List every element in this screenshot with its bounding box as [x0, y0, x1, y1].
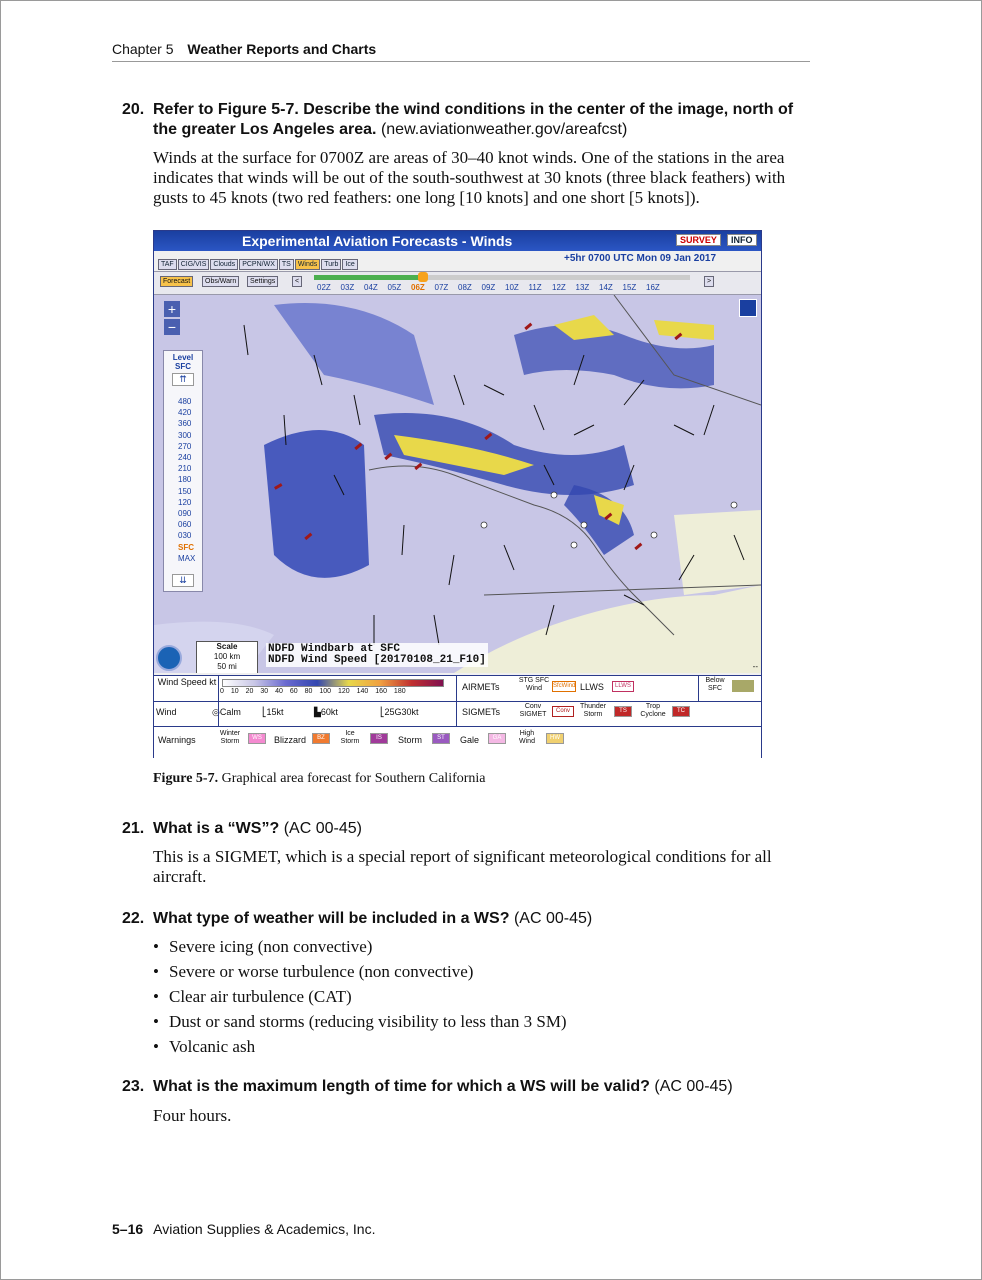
airmet-stg-label: STG SFC Wind	[518, 677, 550, 692]
storm-label: Storm	[398, 735, 423, 745]
question-22	[122, 909, 812, 929]
speed-tick: 100	[319, 688, 332, 695]
wind-15kt: ⎣15kt	[262, 707, 284, 717]
question-text: What is a “WS”?	[153, 820, 280, 837]
map-scale	[196, 641, 258, 673]
wind-gust-label: 25G30kt	[384, 707, 419, 717]
speed-tick: 160	[375, 688, 387, 695]
ts-swatch: TS	[614, 706, 632, 717]
next-hour-button[interactable]: >	[704, 276, 714, 287]
wind-calm: ◎Calm	[212, 707, 241, 717]
wind-speed-label: Wind Speed kt	[157, 677, 217, 687]
level-item[interactable]: 300	[178, 430, 192, 440]
level-item[interactable]: 210	[178, 464, 192, 474]
tab-winds[interactable]: Winds	[295, 259, 320, 270]
hour-label[interactable]: 16Z	[646, 283, 660, 292]
survey-button[interactable]: SURVEY	[676, 234, 721, 246]
corner-mark: --	[752, 662, 758, 671]
level-item[interactable]: 240	[178, 453, 192, 463]
speed-tick: 0	[220, 688, 224, 695]
speed-tick: 180	[393, 688, 406, 695]
question-number: 21.	[122, 820, 145, 837]
wind-60kt: ▙60kt	[314, 707, 338, 717]
question-text: Refer to Figure 5-7. Describe the wind conditions in the center of the image, north of the greater Los Angeles area.	[153, 101, 794, 138]
legend-divider	[456, 676, 457, 726]
hour-label[interactable]: 08Z	[458, 283, 472, 292]
level-item[interactable]: 420	[178, 408, 192, 418]
tab-settings[interactable]: Settings	[247, 276, 278, 287]
figure-caption	[153, 771, 486, 787]
speed-ticks	[220, 688, 406, 695]
hour-label[interactable]: 09Z	[481, 283, 496, 292]
hour-label[interactable]: 10Z	[505, 283, 519, 292]
hour-label[interactable]: 15Z	[622, 283, 637, 292]
question-23	[122, 1077, 812, 1097]
speed-tick: 140	[356, 688, 369, 695]
level-list	[178, 396, 195, 564]
llws-swatch: LLWS	[612, 681, 634, 692]
below-sfc-swatch	[732, 680, 754, 692]
question-number: 20.	[122, 101, 145, 118]
below-sfc-label: Below SFC	[705, 677, 725, 692]
st-swatch: ST	[432, 733, 450, 744]
ice-storm-label: Ice Storm	[340, 730, 360, 745]
time-bar	[154, 271, 761, 295]
question-source: (AC 00-45)	[283, 820, 362, 837]
caption-label: Figure 5-7.	[153, 771, 219, 786]
llws-label: LLWS	[580, 682, 604, 692]
question-21	[122, 819, 812, 839]
level-item[interactable]: 360	[178, 419, 192, 429]
tab-obs-warn[interactable]: Obs/Warn	[202, 276, 239, 287]
header-rule	[112, 61, 810, 62]
wind-60kt-label: 60kt	[320, 707, 338, 717]
level-item[interactable]: 480	[178, 397, 192, 406]
wind-15kt-label: 15kt	[266, 707, 284, 717]
product-line-1: NDFD Windbarb at SFC	[268, 643, 401, 655]
wind-calm-label: Calm	[219, 707, 241, 717]
tab-ice[interactable]: Ice	[342, 259, 357, 270]
answer-21: This is a SIGMET, which is a special report of significant meteorological conditions for all aircraft.	[153, 847, 772, 886]
sigmets-label: SIGMETs	[462, 707, 501, 717]
is-swatch: IS	[370, 733, 388, 744]
map-legend	[154, 675, 761, 758]
speed-tick: 40	[275, 688, 283, 695]
level-item[interactable]: 120	[178, 497, 192, 507]
zoom-in-button[interactable]: +	[164, 301, 180, 317]
conv-sigmet-label: Conv SIGMET	[519, 703, 547, 718]
level-panel	[163, 350, 203, 592]
level-item-current[interactable]: SFC	[178, 542, 194, 552]
question-number: 22.	[122, 910, 145, 927]
warnings-label: Warnings	[158, 735, 196, 745]
level-value: SFC	[175, 362, 191, 371]
scale-km: 100 km	[213, 652, 241, 661]
conv-swatch: Conv	[552, 706, 574, 717]
zoom-out-button[interactable]: −	[164, 319, 180, 335]
list-item: • Severe or worse turbulence (non convective)	[153, 959, 793, 984]
page-number: 5–16	[112, 1221, 144, 1237]
product-line-2: NDFD Wind Speed [20170108_21_F10]	[268, 654, 486, 666]
map-graphic	[154, 295, 761, 673]
time-slider-track[interactable]	[314, 275, 690, 280]
level-item[interactable]: 060	[178, 520, 192, 530]
list-item: • Volcanic ash	[153, 1034, 793, 1059]
chapter-title: Weather Reports and Charts	[187, 41, 377, 57]
question-source: (AC 00-45)	[654, 1078, 733, 1095]
hour-label[interactable]: 07Z	[434, 283, 449, 292]
scale-label: Scale	[216, 642, 238, 651]
question-text: What is the maximum length of time for which a WS will be valid?	[153, 1078, 650, 1095]
hour-label[interactable]: 11Z	[528, 283, 542, 292]
level-item[interactable]: 150	[178, 486, 192, 496]
expand-icon[interactable]	[739, 299, 757, 317]
hour-label[interactable]: 14Z	[599, 283, 613, 292]
legend-divider	[218, 676, 219, 726]
hour-labels	[317, 283, 670, 292]
thunderstorm-label: Thunder Storm	[579, 703, 607, 718]
question-20	[122, 100, 812, 140]
wind-gust: ⎣25G30kt	[380, 707, 419, 717]
level-down-button[interactable]: ⇊	[172, 574, 194, 587]
prev-hour-button[interactable]: <	[292, 276, 302, 287]
tab-cigvis[interactable]: CIG/VIS	[178, 259, 210, 270]
bz-swatch: BZ	[312, 733, 330, 744]
question-source: (AC 00-45)	[513, 910, 593, 927]
hour-label[interactable]: 03Z	[340, 283, 355, 292]
ws-swatch: WS	[248, 733, 266, 744]
hour-label[interactable]: 13Z	[575, 283, 590, 292]
winter-storm-label: Winter Storm	[219, 730, 241, 745]
answer-23: Four hours.	[153, 1106, 232, 1125]
trop-cyclone-label: Trop Cyclone	[640, 703, 666, 718]
running-head	[112, 41, 376, 57]
level-item[interactable]: 180	[178, 475, 192, 485]
question-text: What type of weather will be included in a WS?	[153, 910, 510, 927]
valid-time: +5hr 0700 UTC Mon 09 Jan 2017	[564, 253, 717, 264]
hour-label[interactable]: 04Z	[364, 283, 378, 292]
scale-mi: 50 mi	[217, 662, 237, 671]
page-footer	[112, 1221, 375, 1237]
tab-pcpnwx[interactable]: PCPN/WX	[239, 259, 278, 270]
list-item: • Severe icing (non convective)	[153, 934, 793, 959]
product-tabs	[158, 253, 359, 267]
airmet-stg-swatch: SfcWind	[552, 681, 576, 692]
caption-text: Graphical area forecast for Southern California	[221, 771, 486, 786]
hour-label[interactable]: 05Z	[387, 283, 402, 292]
time-slider-handle[interactable]	[418, 272, 428, 282]
info-button[interactable]: INFO	[727, 234, 757, 246]
gale-label: Gale	[460, 735, 480, 745]
wind-forecast-figure	[153, 230, 762, 758]
speed-tick: 60	[289, 688, 298, 695]
level-label: Level	[172, 353, 194, 362]
figure-title: Experimental Aviation Forecasts - Winds	[242, 233, 513, 249]
tab-clouds[interactable]: Clouds	[210, 259, 238, 270]
legend-divider	[698, 676, 699, 701]
wind-map[interactable]	[154, 295, 761, 673]
time-slider-fill	[314, 275, 424, 280]
question-source: (new.aviationweather.gov/areafcst)	[380, 121, 628, 138]
answer-20: Winds at the surface for 0700Z are areas of 30–40 knot winds. One of the stations in the area indicates that winds will be out of the south-southwest at 30 knots (three black feathers) with gusts to 45 knots (two red feathers: one long [10 knots] and one short [5 knots]).	[153, 148, 786, 207]
hour-label-current[interactable]: 06Z	[411, 283, 425, 292]
noaa-logo	[156, 645, 182, 671]
speed-tick: 30	[260, 688, 269, 695]
product-label	[266, 643, 488, 667]
speed-color-ramp	[222, 679, 444, 687]
ga-swatch: GA	[488, 733, 506, 744]
tc-swatch: TC	[672, 706, 690, 717]
speed-tick: 80	[304, 688, 313, 695]
speed-tick: 20	[245, 688, 254, 695]
hw-swatch: HW	[546, 733, 564, 744]
level-item[interactable]: 270	[178, 441, 192, 451]
list-item: • Clear air turbulence (CAT)	[153, 984, 793, 1009]
speed-tick: 120	[338, 688, 350, 695]
tab-ts[interactable]: TS	[279, 259, 294, 270]
wind-label: Wind	[156, 707, 177, 717]
blizzard-label: Blizzard	[274, 735, 307, 745]
tab-forecast[interactable]: Forecast	[160, 276, 193, 287]
speed-tick: 10	[230, 688, 239, 695]
publisher: Aviation Supplies & Academics, Inc.	[153, 1221, 376, 1237]
question-number: 23.	[122, 1078, 145, 1095]
airmets-label: AIRMETs	[462, 682, 500, 692]
hour-label[interactable]: 12Z	[552, 283, 566, 292]
level-item[interactable]: 090	[178, 509, 192, 519]
level-item[interactable]: MAX	[178, 553, 196, 563]
tab-turb[interactable]: Turb	[321, 259, 341, 270]
level-up-button[interactable]: ⇈	[172, 373, 194, 386]
hour-label[interactable]: 02Z	[317, 283, 331, 292]
list-item: • Dust or sand storms (reducing visibility to less than 3 SM)	[153, 1009, 793, 1034]
ws-weather-list	[153, 934, 793, 1059]
level-item[interactable]: 030	[178, 531, 192, 541]
chapter-label: Chapter 5	[112, 41, 174, 57]
figure-titlebar	[154, 231, 761, 251]
tab-taf[interactable]: TAF	[158, 259, 177, 270]
high-wind-label: High Wind	[519, 730, 535, 745]
